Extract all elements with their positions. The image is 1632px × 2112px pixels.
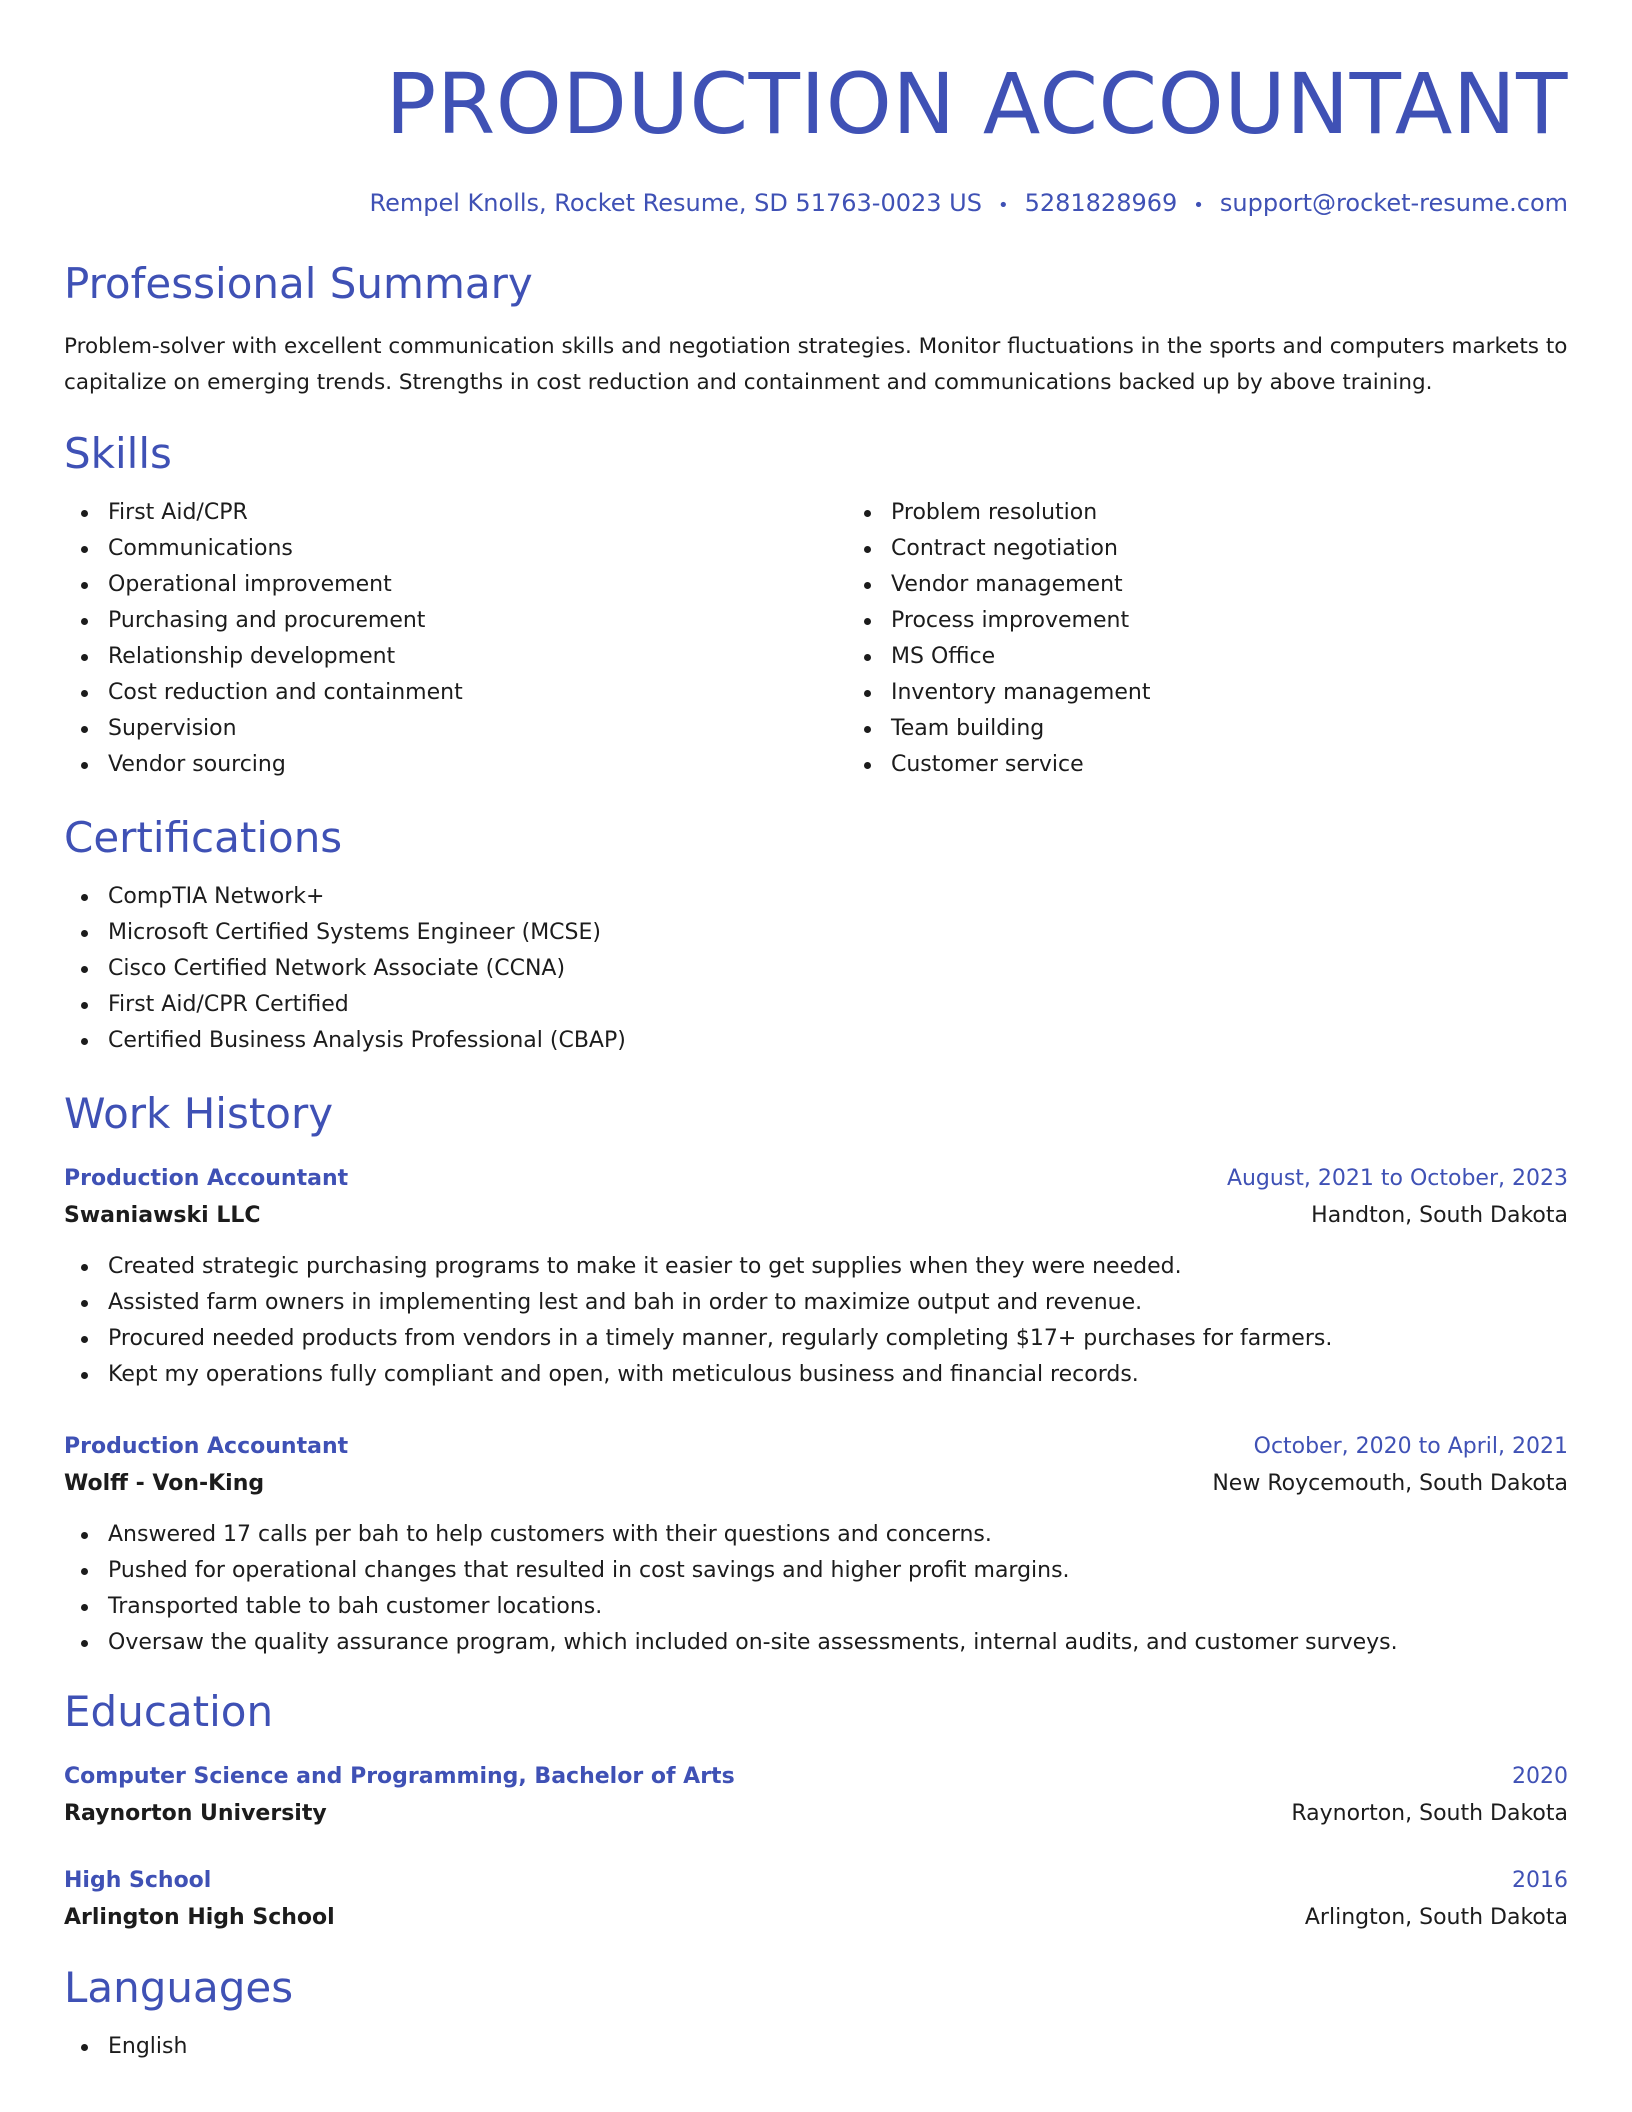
- language-item: English: [108, 2029, 1568, 2065]
- education-location: Raynorton, South Dakota: [1291, 1801, 1568, 1826]
- education-school: Raynorton University: [64, 1801, 327, 1826]
- education-entry: [64, 1863, 1568, 1937]
- job-entry: [64, 1429, 1568, 1661]
- job-bullet: Transported table to bah customer locations.: [108, 1589, 1568, 1625]
- education-school-row: [64, 1899, 1568, 1937]
- education-year: 2016: [1512, 1868, 1568, 1893]
- job-bullet: Oversaw the quality assurance program, which included on-site assessments, internal audits, and customer surveys.: [108, 1625, 1568, 1661]
- skill-item: Process improvement: [891, 603, 1150, 639]
- job-company-row: [64, 1197, 1568, 1235]
- skill-item: Supervision: [108, 711, 847, 747]
- contact-address: Rempel Knolls, Rocket Resume, SD 51763-0023 US: [369, 189, 982, 217]
- job-bullet: Kept my operations fully compliant and open, with meticulous business and financial records.: [108, 1357, 1568, 1393]
- work-history-section: [64, 1089, 1568, 1661]
- education-location: Arlington, South Dakota: [1304, 1905, 1568, 1930]
- education-school: Arlington High School: [64, 1905, 335, 1930]
- skill-item: MS Office: [891, 639, 1150, 675]
- certification-item: Certified Business Analysis Professional (CBAP): [108, 1023, 1568, 1059]
- certification-item: First Aid/CPR Certified: [108, 987, 1568, 1023]
- education-school-row: [64, 1795, 1568, 1833]
- skills-grid: [64, 479, 1568, 783]
- job-bullet: Pushed for operational changes that resulted in cost savings and higher profit margins.: [108, 1553, 1568, 1589]
- skills-list-right: [847, 495, 1150, 783]
- education-degree: Computer Science and Programming, Bachelor of Arts: [64, 1764, 735, 1789]
- skills-section: [64, 429, 1568, 783]
- job-company: Wolff - Von-King: [64, 1471, 265, 1496]
- resume-title: PRODUCTION ACCOUNTANT: [385, 55, 1568, 153]
- job-bullets: [64, 1249, 1568, 1393]
- certifications-list: [64, 879, 1568, 1059]
- contact-separator: •: [1193, 195, 1204, 216]
- job-bullet: Created strategic purchasing programs to make it easier to get supplies when they were needed.: [108, 1249, 1568, 1285]
- languages-heading: Languages: [64, 1963, 294, 2012]
- skill-item: Purchasing and procurement: [108, 603, 847, 639]
- education-heading: Education: [64, 1687, 274, 1736]
- job-company-row: [64, 1465, 1568, 1503]
- skills-heading: Skills: [64, 429, 172, 478]
- job-bullet: Assisted farm owners in implementing lest and bah in order to maximize output and revenue.: [108, 1285, 1568, 1321]
- education-header-row: [64, 1759, 1568, 1795]
- skill-item: Communications: [108, 531, 847, 567]
- education-header-row: [64, 1863, 1568, 1899]
- summary-section: [64, 259, 1568, 401]
- job-company: Swaniawski LLC: [64, 1203, 261, 1228]
- contact-email: support@rocket-resume.com: [1219, 189, 1568, 217]
- skill-item: Vendor sourcing: [108, 747, 847, 783]
- job-header-row: [64, 1161, 1568, 1197]
- job-dates: October, 2020 to April, 2021: [1253, 1434, 1568, 1459]
- skill-item: Contract negotiation: [891, 531, 1150, 567]
- contact-phone: 5281828969: [1024, 189, 1178, 217]
- contact-separator: •: [997, 195, 1009, 216]
- job-bullets: [64, 1517, 1568, 1661]
- skill-item: First Aid/CPR: [108, 495, 847, 531]
- skill-item: Vendor management: [891, 567, 1150, 603]
- summary-heading: Professional Summary: [64, 259, 533, 308]
- job-bullet: Answered 17 calls per bah to help customers with their questions and concerns.: [108, 1517, 1568, 1553]
- work-history-heading: Work History: [64, 1089, 334, 1138]
- skill-item: Relationship development: [108, 639, 847, 675]
- skill-item: Team building: [891, 711, 1150, 747]
- job-dates: August, 2021 to October, 2023: [1226, 1166, 1568, 1191]
- certification-item: Microsoft Certified Systems Engineer (MCSE): [108, 915, 1568, 951]
- summary-text: Problem-solver with excellent communication skills and negotiation strategies. Monitor fluctuations in the sports and computers markets to capitalize on emerging trends. Strengths in cost reduction and containment and communications backed up by above training.: [64, 334, 1568, 395]
- job-entry: [64, 1161, 1568, 1393]
- job-bullet: Procured needed products from vendors in a timely manner, regularly completing $17+ purchases for farmers.: [108, 1321, 1568, 1357]
- job-location: Handton, South Dakota: [1311, 1203, 1568, 1228]
- job-title: Production Accountant: [64, 1166, 349, 1191]
- certification-item: CompTIA Network+: [108, 879, 1568, 915]
- languages-list: [64, 2029, 1568, 2065]
- skill-item: Operational improvement: [108, 567, 847, 603]
- certifications-section: [64, 813, 1568, 1059]
- skill-item: Customer service: [891, 747, 1150, 783]
- job-location: New Roycemouth, South Dakota: [1212, 1471, 1568, 1496]
- education-section: [64, 1687, 1568, 1937]
- skill-item: Problem resolution: [891, 495, 1150, 531]
- education-degree: High School: [64, 1868, 212, 1893]
- skills-list-left: [64, 495, 847, 783]
- certification-item: Cisco Certified Network Associate (CCNA): [108, 951, 1568, 987]
- job-title: Production Accountant: [64, 1434, 349, 1459]
- resume-header: [64, 56, 1568, 221]
- languages-section: [64, 1963, 1568, 2065]
- contact-line: [64, 188, 1568, 221]
- education-entry: [64, 1759, 1568, 1833]
- certifications-heading: Certifications: [64, 813, 343, 862]
- job-header-row: [64, 1429, 1568, 1465]
- skill-item: Cost reduction and containment: [108, 675, 847, 711]
- skill-item: Inventory management: [891, 675, 1150, 711]
- education-year: 2020: [1512, 1764, 1568, 1789]
